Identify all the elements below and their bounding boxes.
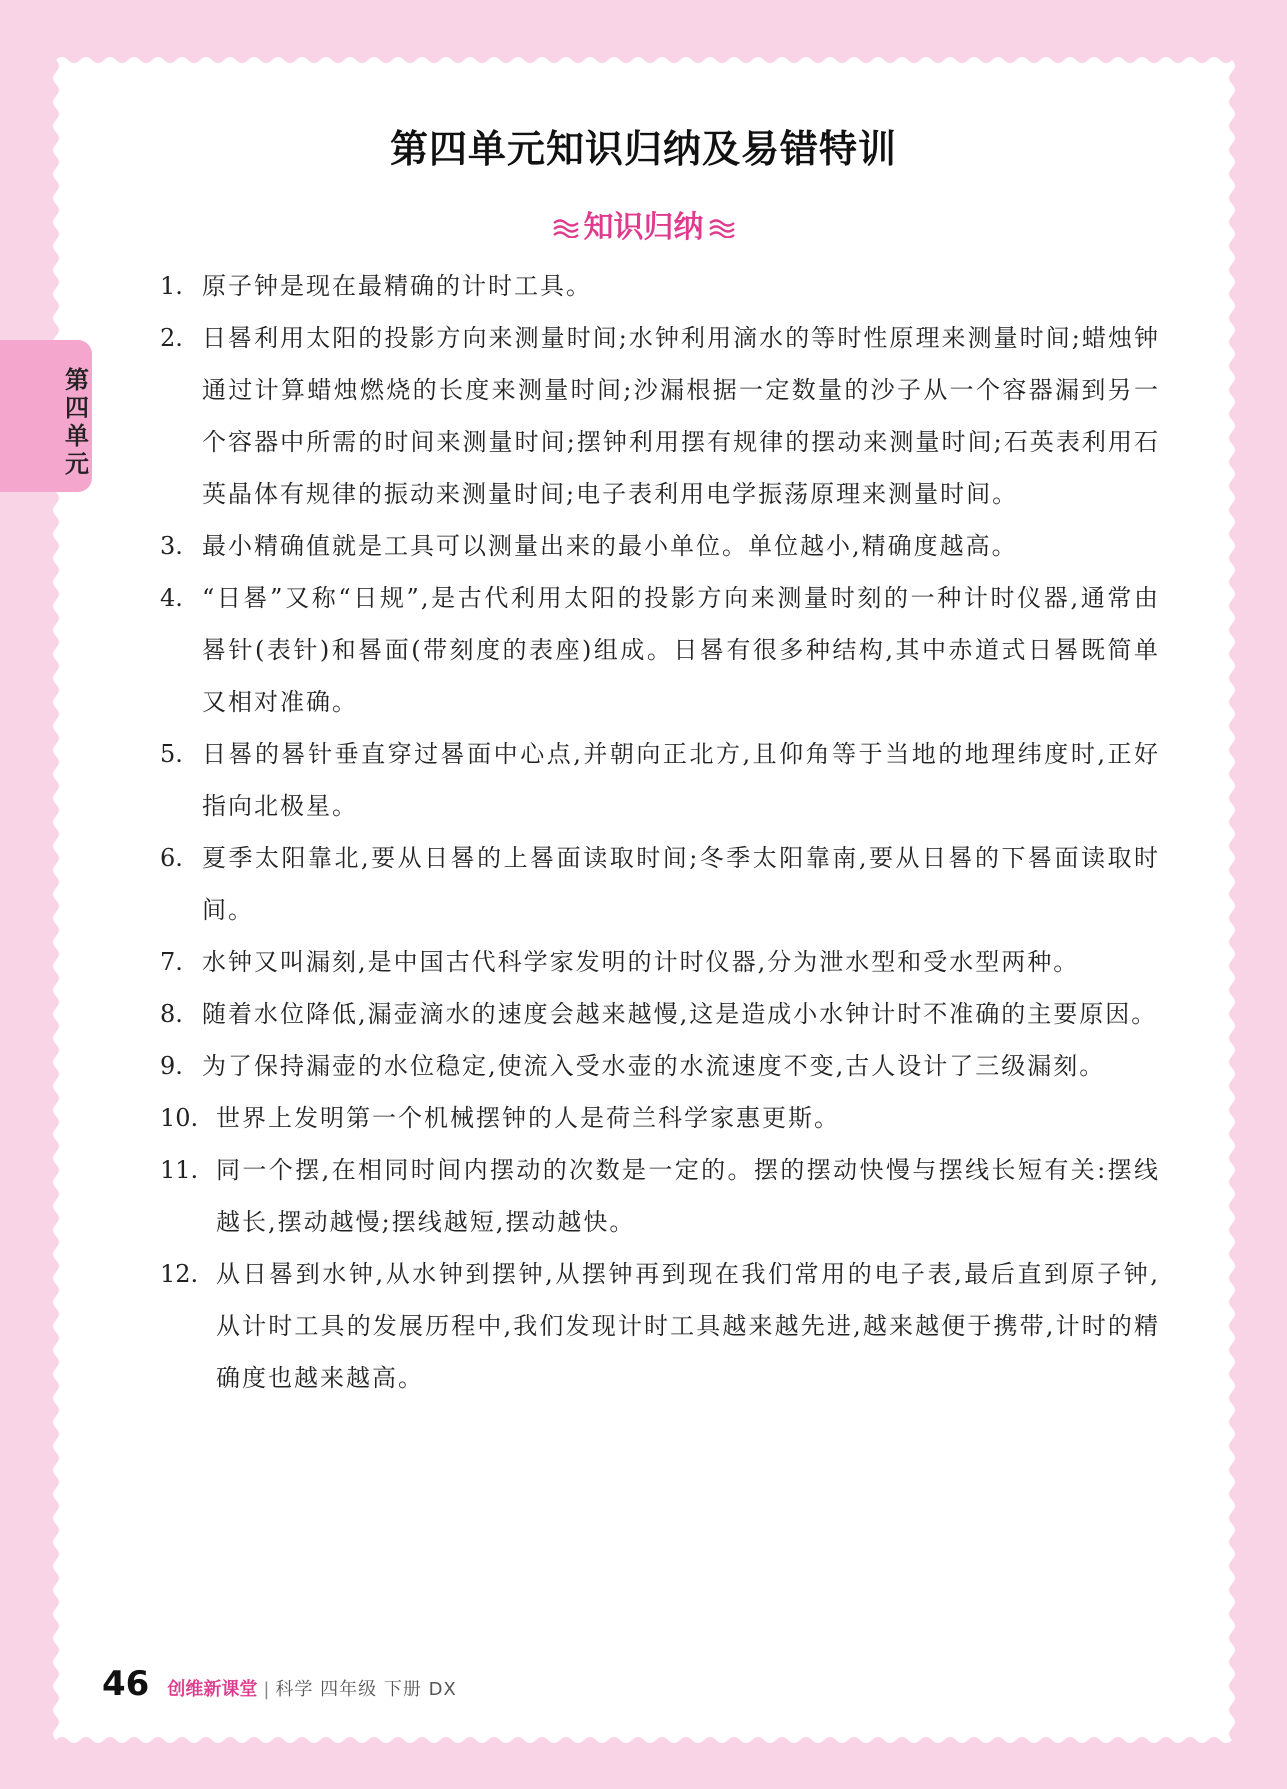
item-text: 原子钟是现在最精确的计时工具。 [202,272,592,300]
item-text: 日晷利用太阳的投影方向来测量时间;水钟利用滴水的等时性原理来测量时间;蜡烛钟通过计算蜡烛燃烧的长度来测量时间;沙漏根据一定数量的沙子从一个容器漏到另一个容器中所需的时间来测量时间;摆钟利用摆有规律的摆动来测量时间;石英表利用石英晶体有规律的振动来测量时间;电子表利用电学振荡原理来测量时间。 [202,324,1160,508]
item-text: 水钟又叫漏刻,是中国古代科学家发明的计时仪器,分为泄水型和受水型两种。 [202,948,1080,976]
footer-separator: | [263,1679,270,1700]
item-number: 1. [160,272,183,300]
list-item [160,936,1160,988]
item-text: 从日晷到水钟,从水钟到摆钟,从摆钟再到现在我们常用的电子表,最后直到原子钟,从计时工具的发展历程中,我们发现计时工具越来越先进,越来越便于携带,计时的精确度也越来越高。 [216,1260,1160,1392]
list-item [160,312,1160,520]
item-text: “日晷”又称“日规”,是古代利用太阳的投影方向来测量时刻的一种计时仪器,通常由晷针(表针)和晷面(带刻度的表座)组成。日晷有很多种结构,其中赤道式日晷既简单又相对准确。 [202,584,1160,716]
list-item [160,572,1160,728]
item-text: 世界上发明第一个机械摆钟的人是荷兰科学家惠更斯。 [216,1104,840,1132]
item-number: 3. [160,532,183,560]
item-number: 4. [160,584,183,612]
page-title: 第四单元知识归纳及易错特训 [389,127,897,171]
footer-brand: 创维新课堂 [167,1679,258,1700]
item-text: 日晷的晷针垂直穿过晷面中心点,并朝向正北方,且仰角等于当地的地理纬度时,正好指向北极星。 [202,740,1160,820]
side-tab-char: 单 [65,422,89,450]
section-heading-label: 知识归纳 [583,210,704,245]
item-text: 夏季太阳靠北,要从日晷的上晷面读取时间;冬季太阳靠南,要从日晷的下晷面读取时间。 [202,844,1160,924]
item-number: 6. [160,844,183,872]
list-item [160,1144,1160,1248]
item-number: 10. [160,1104,199,1132]
item-number: 11. [160,1156,199,1184]
wave-decoration-icon [708,211,736,246]
item-number: 8. [160,1000,183,1028]
footer-subject: 科学 四年级 下册 DX [275,1679,457,1700]
item-number: 9. [160,1052,183,1080]
wave-decoration-icon [552,211,580,246]
item-text: 为了保持漏壶的水位稳定,使流入受水壶的水流速度不变,古人设计了三级漏刻。 [202,1052,1106,1080]
list-item [160,1040,1160,1092]
item-text: 随着水位降低,漏壶滴水的速度会越来越慢,这是造成小水钟计时不准确的主要原因。 [202,1000,1158,1028]
list-item [160,1092,1160,1144]
item-number: 12. [160,1260,199,1288]
side-tab-char: 元 [65,450,89,478]
list-item [160,1248,1160,1404]
knowledge-list [160,260,1160,1404]
item-number: 2. [160,324,183,352]
item-text: 最小精确值就是工具可以测量出来的最小单位。单位越小,精确度越高。 [202,532,1018,560]
list-item [160,520,1160,572]
page-number: 46 [102,1664,150,1704]
side-tab-char: 第 [65,366,89,394]
section-heading [0,202,1287,246]
item-number: 5. [160,740,183,768]
page-footer [102,1664,457,1704]
item-text: 同一个摆,在相同时间内摆动的次数是一定的。摆的摆动快慢与摆线长短有关:摆线越长,摆动越慢;摆线越短,摆动越快。 [216,1156,1160,1236]
side-tab-char: 四 [65,394,89,422]
list-item [160,260,1160,312]
list-item [160,832,1160,936]
list-item [160,988,1160,1040]
unit-side-tab-label [60,366,94,478]
item-number: 7. [160,948,183,976]
list-item [160,728,1160,832]
